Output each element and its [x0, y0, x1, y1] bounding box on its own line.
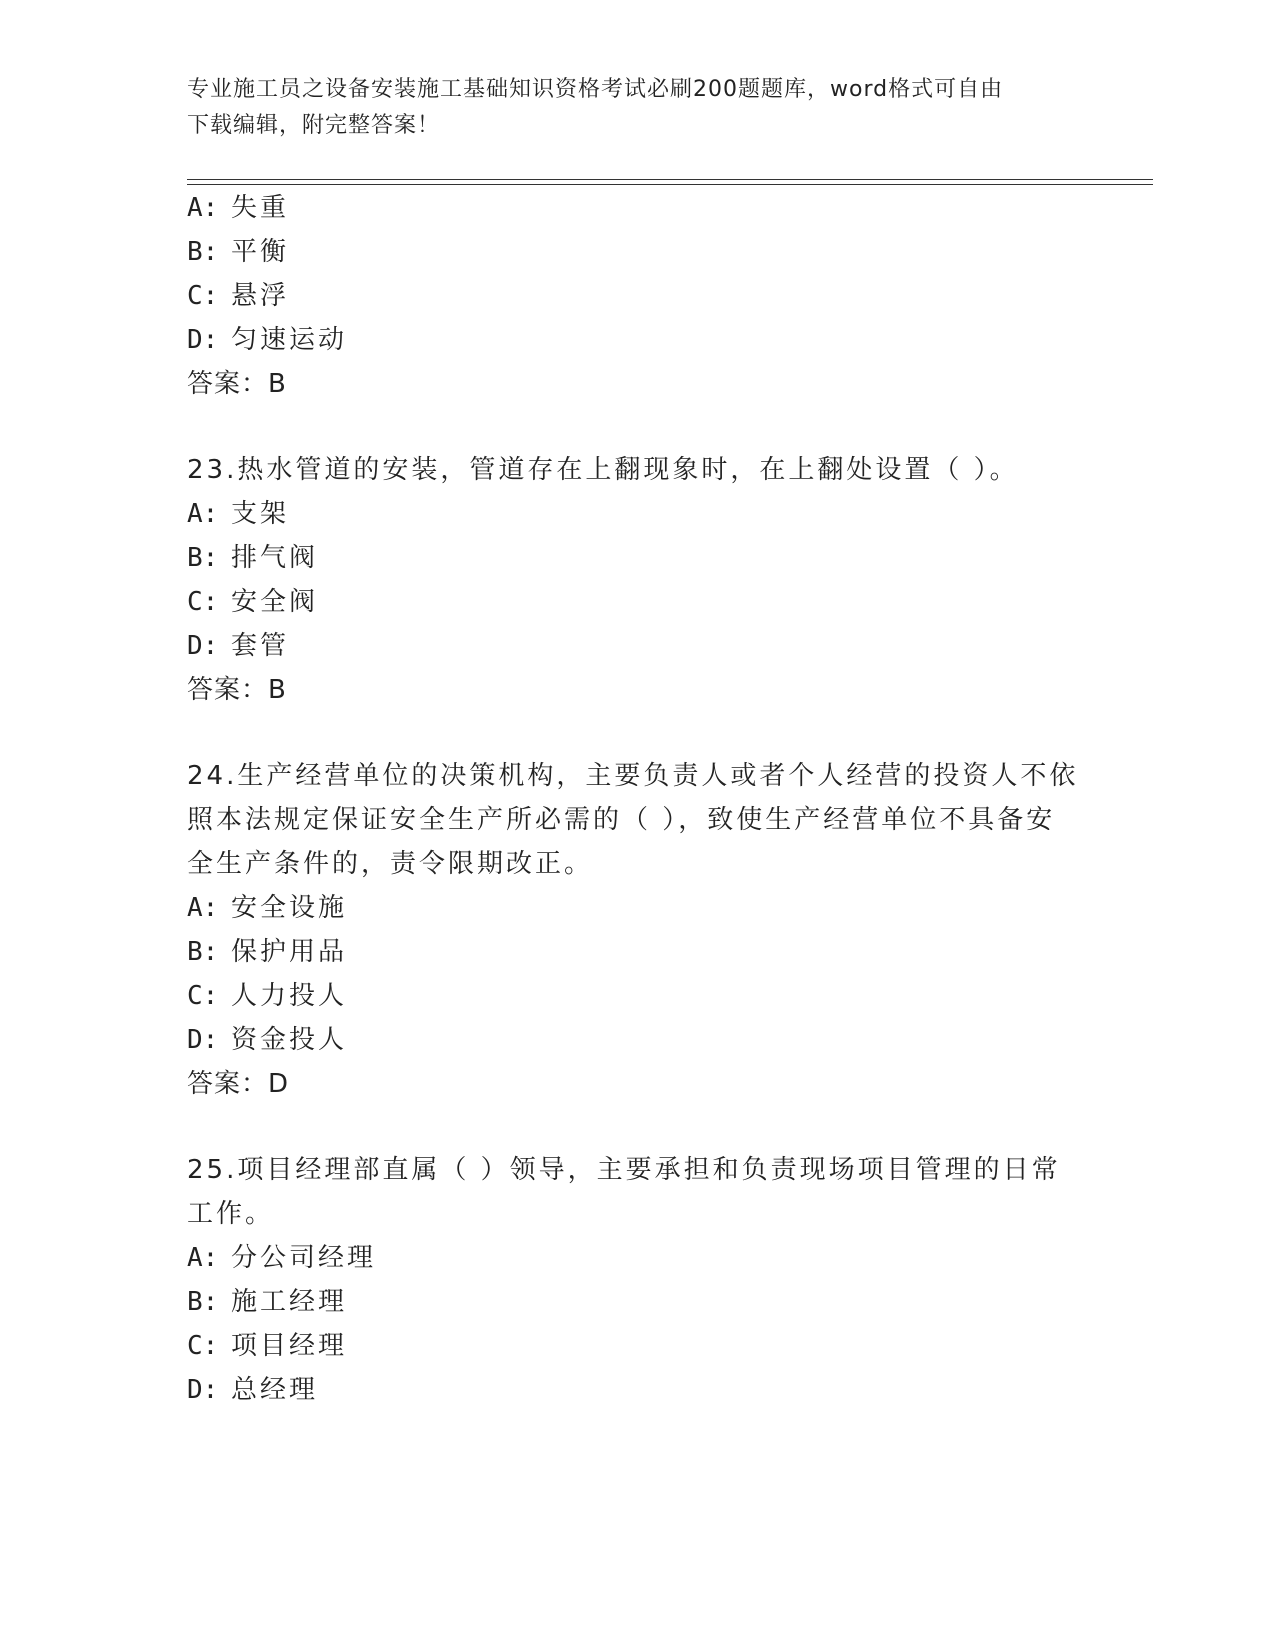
option-d: [187, 628, 289, 664]
option-text: 资金投人: [231, 1025, 348, 1055]
option-text: 排气阀: [231, 543, 319, 573]
option-a: [187, 1240, 376, 1276]
question-24-text-line-3: 全生产条件的，责令限期改正。: [187, 849, 594, 879]
option-key: D:: [187, 325, 219, 355]
answer-line: 答案：B: [187, 369, 287, 399]
question-25-text-line-2: 工作。: [187, 1199, 275, 1229]
option-d: [187, 1022, 347, 1058]
question-23-text: 23.热水管道的安装，管道存在上翻现象时，在上翻处设置（ ）。: [187, 455, 1019, 485]
question-24-text-line-2: 照本法规定保证安全生产所必需的（ ），致使生产经营单位不具备安: [187, 805, 1056, 835]
option-text: 悬浮: [231, 281, 290, 311]
option-key: A:: [187, 893, 219, 923]
option-b: [187, 234, 289, 270]
answer-line: 答案：B: [187, 675, 287, 705]
header-divider-top: [187, 179, 1153, 180]
question-25-text-line-1: 25.项目经理部直属（ ）领导，主要承担和负责现场项目管理的日常: [187, 1155, 1061, 1185]
option-text: 人力投人: [231, 981, 348, 1011]
option-text: 平衡: [231, 237, 290, 267]
header-title-line-1: 专业施工员之设备安装施工基础知识资格考试必刷200题题库，word格式可自由: [187, 77, 1004, 102]
option-key: B:: [187, 237, 219, 267]
option-a: [187, 190, 289, 226]
option-text: 施工经理: [231, 1287, 348, 1317]
option-key: B:: [187, 937, 219, 967]
option-text: 支架: [231, 499, 290, 529]
answer-line: 答案：D: [187, 1069, 290, 1099]
option-key: C:: [187, 1331, 219, 1361]
option-d: [187, 322, 347, 358]
document-header: [187, 72, 1067, 144]
option-key: B:: [187, 1287, 219, 1317]
option-b: [187, 934, 347, 970]
option-c: [187, 278, 289, 314]
question-24-text-line-1: 24.生产经营单位的决策机构，主要负责人或者个人经营的投资人不依: [187, 761, 1079, 791]
header-title-line-2: 下载编辑，附完整答案！: [187, 113, 441, 138]
option-b: [187, 540, 318, 576]
option-text: 总经理: [231, 1375, 319, 1405]
option-key: B:: [187, 543, 219, 573]
option-d: [187, 1372, 318, 1408]
option-text: 失重: [231, 193, 290, 223]
option-c: [187, 1328, 347, 1364]
option-key: A:: [187, 1243, 219, 1273]
option-text: 匀速运动: [231, 325, 348, 355]
option-key: A:: [187, 193, 219, 223]
option-a: [187, 890, 347, 926]
option-text: 套管: [231, 631, 290, 661]
option-text: 分公司经理: [231, 1243, 377, 1273]
option-text: 项目经理: [231, 1331, 348, 1361]
option-text: 安全阀: [231, 587, 319, 617]
option-key: C:: [187, 981, 219, 1011]
option-key: D:: [187, 631, 219, 661]
option-key: A:: [187, 499, 219, 529]
option-c: [187, 978, 347, 1014]
option-key: C:: [187, 281, 219, 311]
option-key: D:: [187, 1375, 219, 1405]
option-key: C:: [187, 587, 219, 617]
option-text: 保护用品: [231, 937, 348, 967]
option-b: [187, 1284, 347, 1320]
option-key: D:: [187, 1025, 219, 1055]
option-text: 安全设施: [231, 893, 348, 923]
header-divider-bottom: [187, 184, 1153, 185]
option-c: [187, 584, 318, 620]
option-a: [187, 496, 289, 532]
